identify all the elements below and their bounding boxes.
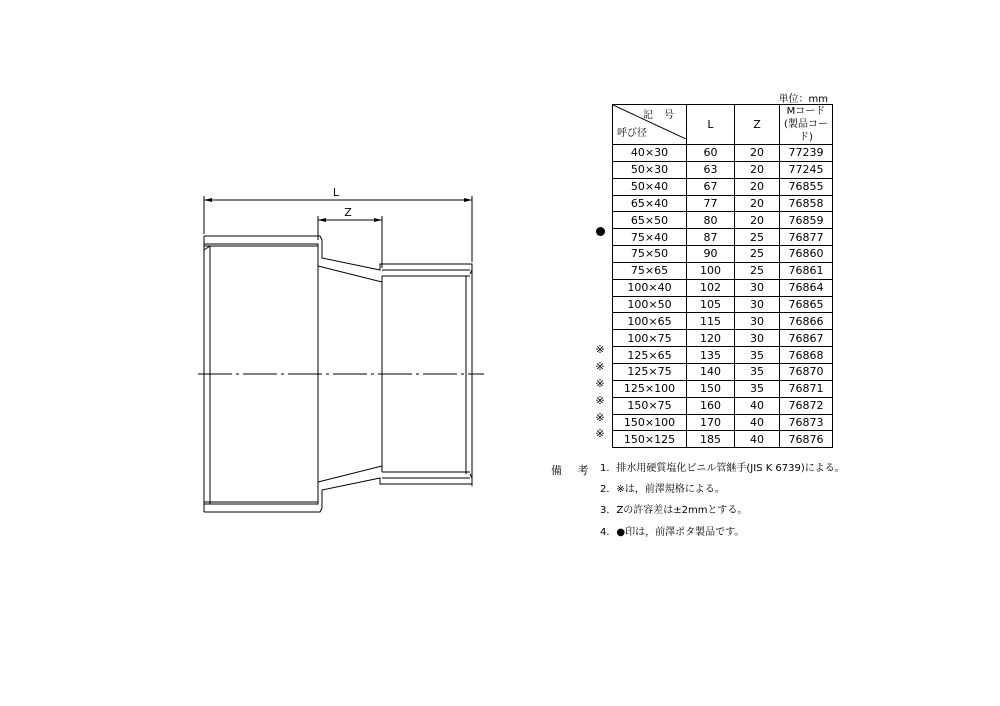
cell-code: 76872 [780,397,833,414]
cell-size: 65×50 [613,212,687,229]
cell-code: 76868 [780,347,833,364]
asterisk-mark: ※ [595,376,605,390]
dim-Z-label: Z [344,206,352,219]
cell-L: 170 [687,414,735,431]
dim-L-label: L [332,186,340,199]
table-row [613,178,833,195]
cell-L: 105 [687,296,735,313]
table-row [613,380,833,397]
cell-L: 115 [687,313,735,330]
asterisk-mark: ※ [595,360,605,374]
cell-L: 80 [687,212,735,229]
cell-size: 75×65 [613,262,687,279]
cell-size: 100×65 [613,313,687,330]
table-row [613,229,833,246]
cell-size: 100×50 [613,296,687,313]
table-row [613,347,833,364]
cell-L: 100 [687,262,735,279]
black-dot-mark [592,224,608,240]
large-socket-step-top [204,246,210,250]
table-row [613,195,833,212]
cell-L: 135 [687,347,735,364]
cell-code: 76873 [780,414,833,431]
cell-L: 87 [687,229,735,246]
header-symbol-nominal-cell [613,105,687,145]
cell-size: 100×75 [613,330,687,347]
table-row [613,414,833,431]
dim-Z-arrow-left [318,218,326,222]
unit-label: 単位：mm [778,94,828,105]
cell-Z: 20 [735,195,780,212]
cell-code: 77245 [780,161,833,178]
cell-code: 76858 [780,195,833,212]
asterisk-mark: ※ [595,427,605,441]
cell-Z: 25 [735,229,780,246]
cell-L: 60 [687,145,735,162]
cell-size: 50×30 [613,161,687,178]
header-Z: Z [735,105,780,145]
cell-Z: 20 [735,212,780,229]
fitting-outline-top [204,236,472,274]
cell-Z: 30 [735,296,780,313]
table-row [613,262,833,279]
cell-code: 76859 [780,212,833,229]
cell-Z: 40 [735,431,780,448]
cell-L: 140 [687,363,735,380]
asterisk-mark: ※ [595,393,605,407]
cell-L: 160 [687,397,735,414]
cell-Z: 30 [735,330,780,347]
note-item: 3．Zの許容差は±2mmとする。 [600,505,748,517]
cell-code: 76871 [780,380,833,397]
table-row [613,330,833,347]
cell-L: 90 [687,246,735,263]
cell-code: 76864 [780,279,833,296]
cell-L: 185 [687,431,735,448]
cell-size: 75×40 [613,229,687,246]
cell-size: 150×100 [613,414,687,431]
cell-size: 125×65 [613,347,687,364]
cell-L: 67 [687,178,735,195]
cell-size: 100×40 [613,279,687,296]
table-row [613,296,833,313]
asterisk-mark: ※ [595,410,605,424]
asterisk-mark: ※ [595,343,605,357]
table-row [613,246,833,263]
cell-Z: 30 [735,279,780,296]
small-socket-top [382,270,470,282]
cell-Z: 30 [735,313,780,330]
cell-Z: 25 [735,246,780,263]
note-item: 1．排水用硬質塩化ビニル管継手(JIS K 6739)による。 [600,463,845,474]
notes-heading: 備 考 [551,464,595,477]
cell-size: 150×75 [613,397,687,414]
cell-L: 102 [687,279,735,296]
table-row [613,363,833,380]
table-row [613,212,833,229]
small-socket-bottom [382,466,470,478]
spec-table [612,104,833,448]
dim-L-arrow-left [204,198,212,202]
note-item: 4．●印は，前澤ポタ製品です。 [600,526,745,538]
cell-Z: 20 [735,145,780,162]
cell-L: 63 [687,161,735,178]
cell-size: 125×100 [613,380,687,397]
cell-Z: 40 [735,397,780,414]
cell-Z: 20 [735,178,780,195]
table-row [613,279,833,296]
table-row [613,145,833,162]
cell-Z: 35 [735,363,780,380]
cell-code: 76865 [780,296,833,313]
header-nominal: 呼び径 [617,128,647,139]
cell-size: 75×50 [613,246,687,263]
table-row [613,313,833,330]
cell-size: 40×30 [613,145,687,162]
cell-code: 77239 [780,145,833,162]
table-row [613,397,833,414]
cell-size: 150×125 [613,431,687,448]
header-code-line1: Mコード [786,106,826,117]
header-code [780,105,833,145]
cell-size: 125×75 [613,363,687,380]
cell-Z: 35 [735,380,780,397]
cell-code: 76866 [780,313,833,330]
dim-L-arrow-right [464,198,472,202]
filled-circle-icon [596,227,605,236]
cell-L: 77 [687,195,735,212]
table-row [613,431,833,448]
cell-L: 150 [687,380,735,397]
table-row [613,161,833,178]
spec-table-header [613,105,833,145]
dim-Z-arrow-right [374,218,382,222]
cell-code: 76877 [780,229,833,246]
note-item: 2．※は，前澤規格による。 [600,484,725,496]
cell-size: 50×40 [613,178,687,195]
cell-L: 120 [687,330,735,347]
cell-code: 76855 [780,178,833,195]
cell-Z: 40 [735,414,780,431]
cell-code: 76861 [780,262,833,279]
notes-list [600,462,845,547]
fitting-outline-bottom [204,474,472,512]
header-symbol: 記 号 [642,110,678,121]
cell-code: 76860 [780,246,833,263]
header-L: L [687,105,735,145]
cell-code: 76867 [780,330,833,347]
cell-code: 76876 [780,431,833,448]
cell-code: 76870 [780,363,833,380]
header-code-line2: (製品コード) [784,119,828,143]
cell-Z: 25 [735,262,780,279]
cell-Z: 35 [735,347,780,364]
cell-size: 65×40 [613,195,687,212]
cell-Z: 20 [735,161,780,178]
